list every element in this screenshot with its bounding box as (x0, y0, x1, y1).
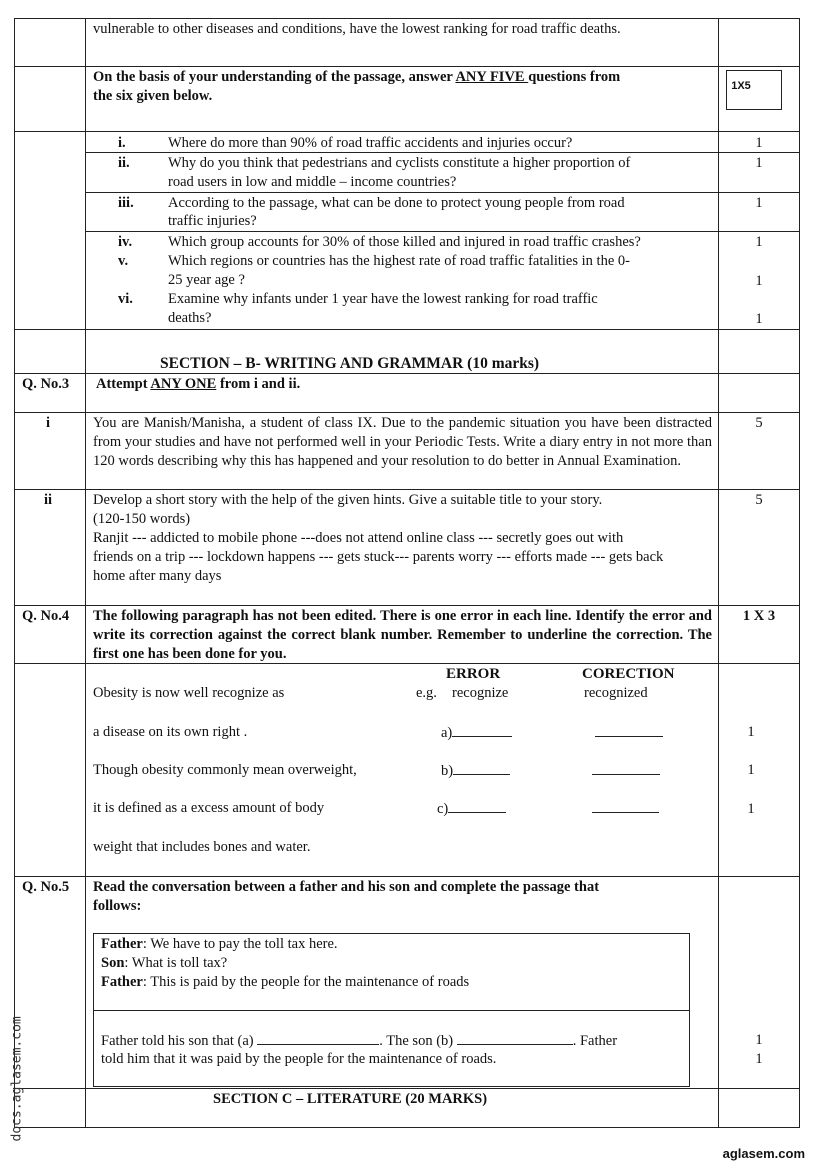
question-mark: 1 (755, 135, 763, 151)
q5-mark: 1 (755, 1032, 763, 1048)
question-text: deaths? (168, 310, 212, 326)
blank-label (441, 761, 510, 781)
section-c-title: SECTION C – LITERATURE (20 MARKS) (213, 1091, 488, 1107)
passage-instruction (93, 68, 620, 87)
option-number: ii (44, 492, 53, 508)
dialogue-line (101, 954, 227, 973)
question-text: Examine why infants under 1 year have the lowest ranking for road traffic (168, 291, 598, 307)
question-text: According to the passage, what can be done to protect young people from road (168, 195, 625, 211)
correction-blank-wrap (592, 761, 660, 781)
instruction-emphasis: ANY FIVE (455, 69, 529, 85)
example-error: recognize (452, 685, 509, 701)
row-mark: 1 (747, 762, 755, 778)
fill-in-line (101, 1031, 617, 1051)
watermark-text: docs.aglasem.com (9, 1016, 25, 1142)
question-number: i. (118, 135, 126, 151)
option-text: home after many days (93, 568, 222, 584)
blank-label-text: c) (437, 801, 449, 817)
question-text: traffic injuries? (168, 213, 257, 229)
option-text: Develop a short story with the help of the given hints. Give a suitable title to your story. (93, 492, 603, 508)
speaker: Father (101, 936, 143, 952)
question-number: v. (118, 253, 129, 269)
conversation-divider (94, 1010, 690, 1011)
correction-blank[interactable] (592, 799, 659, 813)
answer-blank-a[interactable] (257, 1031, 379, 1045)
footer-site: aglasem.com (722, 1146, 805, 1161)
q4-marks: 1 X 3 (742, 608, 776, 624)
example-correction: recognized (584, 685, 648, 701)
error-blank[interactable] (452, 723, 512, 737)
question-text: 25 year age ? (168, 272, 245, 288)
marks-box-label: 1X5 (731, 80, 751, 92)
q3-post: from i and ii. (216, 376, 301, 392)
q4-instruction: The following paragraph has not been edited. There is one error in each line. Identify the error and write its correction against the correct blank number. Remember to underline the correction. The first one has been done for you. (93, 608, 712, 662)
blank-label-text: a) (441, 725, 453, 741)
paragraph-line: Obesity is now well recognize as (93, 685, 285, 701)
question-mark: 1 (755, 234, 763, 250)
question-mark: 1 (755, 195, 763, 211)
option-text: Ranjit --- addicted to mobile phone ---does not attend online class --- secretly goes out with (93, 530, 624, 546)
marks-box (726, 70, 782, 110)
blank-label (441, 723, 512, 743)
blank-label-text: b) (441, 763, 454, 779)
utterance: : What is toll tax? (124, 955, 228, 971)
option-text: (120-150 words) (93, 511, 191, 527)
question-mark: 1 (755, 311, 763, 327)
correction-blank-wrap (595, 723, 663, 743)
paragraph-line: a disease on its own right . (93, 724, 248, 740)
option-number: i (46, 415, 51, 431)
q4-label: Q. No.4 (22, 608, 70, 624)
option-mark: 5 (755, 415, 763, 431)
question-number: iv. (118, 234, 133, 250)
question-number: ii. (118, 155, 130, 171)
watermark (6, 985, 26, 1150)
error-blank[interactable] (453, 761, 510, 775)
paragraph-line: it is defined as a excess amount of body (93, 800, 325, 816)
section-b-title: SECTION – B- WRITING AND GRAMMAR (10 marks) (160, 355, 540, 372)
question-text: Where do more than 90% of road traffic accidents and injuries occur? (168, 135, 573, 151)
fill-text-b: . The son (b) (379, 1033, 454, 1049)
q5-instruction: Read the conversation between a father and his son and complete the passage that (93, 879, 600, 895)
correction-blank[interactable] (592, 761, 660, 775)
paragraph-line: Though obesity commonly mean overweight, (93, 762, 357, 778)
question-mark: 1 (755, 155, 763, 171)
row-mark: 1 (747, 724, 755, 740)
speaker: Father (101, 974, 143, 990)
q3-pre: Attempt (96, 376, 151, 392)
q5-instruction-line2: follows: (93, 898, 142, 914)
utterance: : This is paid by the people for the maintenance of roads (142, 974, 470, 990)
instruction-post: questions from (528, 69, 621, 85)
dialogue-line (101, 935, 338, 954)
question-number: vi. (118, 291, 133, 307)
passage-instruction-line2: the six given below. (93, 88, 213, 104)
error-blank[interactable] (448, 799, 506, 813)
blank-label (437, 799, 506, 819)
q5-label: Q. No.5 (22, 879, 70, 895)
row-mark: 1 (747, 801, 755, 817)
question-text: Which regions or countries has the highest rate of road traffic fatalities in the 0- (168, 253, 630, 269)
question-text: road users in low and middle – income countries? (168, 174, 457, 190)
q5-mark: 1 (755, 1051, 763, 1067)
correction-blank[interactable] (595, 723, 663, 737)
question-number: iii. (118, 195, 134, 211)
option-mark: 5 (755, 492, 763, 508)
dialogue-line (101, 973, 469, 992)
passage-continuation-text: vulnerable to other diseases and conditions, have the lowest ranking for road traffic deaths. (93, 21, 621, 37)
fill-text-c: . Father (572, 1033, 618, 1049)
option-text: You are Manish/Manisha, a student of class IX. Due to the pandemic situation you have been distracted from your studies and have not performed well in your Periodic Tests. Write a diary entry in not more than 120 words describing why this has happened and your resolution to do better in Annual Examination. (93, 415, 712, 469)
error-column-header: ERROR (446, 666, 501, 682)
q3-emphasis: ANY ONE (150, 376, 217, 392)
correction-column-header: CORECTION (582, 666, 675, 682)
fill-in-line2: told him that it was paid by the people for the maintenance of roads. (101, 1051, 497, 1067)
paragraph-line: weight that includes bones and water. (93, 839, 311, 855)
question-text: Why do you think that pedestrians and cyclists constitute a higher proportion of (168, 155, 631, 171)
q3-instruction (96, 375, 300, 394)
speaker: Son (101, 955, 125, 971)
correction-blank-wrap (592, 799, 659, 819)
example-label: e.g. (416, 685, 437, 701)
fill-text-a: Father told his son that (a) (101, 1033, 254, 1049)
instruction-pre: On the basis of your understanding of the passage, answer (93, 69, 456, 85)
question-mark: 1 (755, 273, 763, 289)
option-text: friends on a trip --- lockdown happens --- gets stuck--- parents worry --- efforts made --- gets back (93, 549, 664, 565)
utterance: : We have to pay the toll tax here. (142, 936, 338, 952)
answer-blank-b[interactable] (457, 1031, 573, 1045)
question-text: Which group accounts for 30% of those killed and injured in road traffic crashes? (168, 234, 641, 250)
q3-label: Q. No.3 (22, 376, 70, 392)
